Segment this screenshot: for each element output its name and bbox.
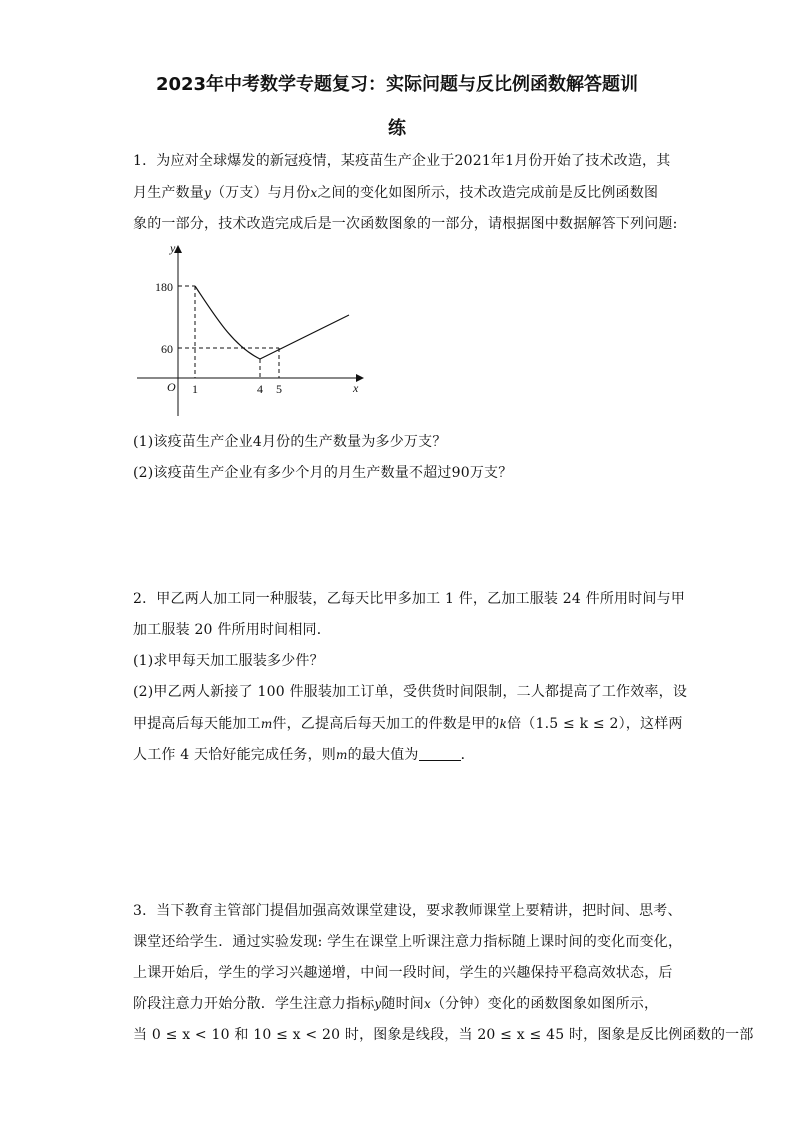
x-axis-label: x xyxy=(353,381,359,395)
answer-blank[interactable] xyxy=(419,746,461,761)
y-tick-60: 60 xyxy=(161,342,173,356)
page-title-line2: 练 xyxy=(388,118,406,139)
q3-line-1: 3．当下教育主管部门提倡加强高效课堂建设，要求教师课堂上要精讲，把时间、思考、 xyxy=(133,903,682,919)
q2-sub2-line-2 xyxy=(133,713,683,733)
q1-function-graph xyxy=(133,238,373,418)
q1-var-y: y xyxy=(204,186,211,200)
q2-sub2-line-2-part-b: 件，乙提高后每天加工的件数是甲的 xyxy=(272,716,500,732)
q2-sub2-line-2-part-c: 倍（1.5 ≤ k ≤ 2），这样两 xyxy=(507,716,683,732)
q2-sub2-line-3-part-b: 的最大值为 xyxy=(347,747,419,763)
q2-var-k: k xyxy=(499,717,508,731)
q2-sub2-line-1: (2)甲乙两人新接了 100 件服装加工订单，受供货时间限制，二人都提高了工作效率，设 xyxy=(133,684,688,700)
q2-var-m: m xyxy=(260,717,273,731)
q2-line-1: 2．甲乙两人加工同一种服装，乙每天比甲多加工 1 件，乙加工服装 24 件所用时间与甲 xyxy=(133,591,686,607)
q2-sub2-line-2-part-a: 甲提高后每天能加工 xyxy=(133,716,261,732)
q3-var-y: y xyxy=(374,997,382,1011)
q1-line-2-part-c: 之间的变化如图所示，技术改造完成前是反比例函数图 xyxy=(317,185,659,201)
q3-line-5: 当 0 ≤ x < 10 和 10 ≤ x < 20 时，图象是线段，当 20 ≤ x ≤ 45 时，图象是反比例函数的一部 xyxy=(133,1027,754,1043)
q1-sub-question-1: (1)该疫苗生产企业4月份的生产数量为多少万支？ xyxy=(133,434,447,450)
q1-line-3: 象的一部分，技术改造完成后是一次函数图象的一部分，请根据图中数据解答下列问题: xyxy=(133,216,678,232)
q2-sub-question-1: (1)求甲每天加工服装多少件？ xyxy=(133,653,324,669)
q3-line-4-part-b: 随时间 xyxy=(381,996,424,1012)
q1-line-2-part-b: （万支）与月份 xyxy=(210,185,311,201)
origin-label: O xyxy=(167,380,176,394)
q2-line-2: 加工服装 20 件所用时间相同． xyxy=(133,622,331,638)
q3-line-4 xyxy=(133,993,658,1013)
q1-sub-question-2: (2)该疫苗生产企业有多少个月的月生产数量不超过90万支？ xyxy=(133,465,513,481)
q3-line-2: 课堂还给学生．通过实验发现: 学生在课堂上听课注意力指标随上课时间的变化而变化， xyxy=(133,934,683,950)
x-tick-1: 1 xyxy=(192,382,198,396)
q2-sub2-line-3-part-a: 人工作 4 天恰好能完成任务，则 xyxy=(133,747,337,763)
q2-sub2-line-3 xyxy=(133,744,475,764)
q3-var-x: x xyxy=(424,997,431,1011)
q3-line-3: 上课开始后，学生的学习兴趣递增，中间一段时间，学生的兴趣保持平稳高效状态，后 xyxy=(133,965,673,981)
linear-segment xyxy=(260,315,349,359)
x-tick-5: 5 xyxy=(276,382,282,396)
q1-var-x: x xyxy=(310,186,318,200)
q1-line-2-part-a: 月生产数量 xyxy=(133,185,204,201)
q3-line-4-part-c: （分钟）变化的函数图象如图所示， xyxy=(430,996,659,1012)
y-tick-180: 180 xyxy=(155,280,173,294)
q2-var-m-2: m xyxy=(336,748,348,762)
x-tick-4: 4 xyxy=(257,382,263,396)
q2-sub2-line-3-part-c: ． xyxy=(460,747,475,763)
q3-line-4-part-a: 阶段注意力开始分散．学生注意力指标 xyxy=(133,996,375,1012)
q1-line-1: 1．为应对全球爆发的新冠疫情，某疫苗生产企业于2021年1月份开始了技术改造，其 xyxy=(133,153,671,169)
q1-line-2 xyxy=(133,182,658,202)
y-axis-label: y xyxy=(170,241,176,255)
page-title-line1: 2023年中考数学专题复习：实际问题与反比例函数解答题训 xyxy=(155,74,639,95)
